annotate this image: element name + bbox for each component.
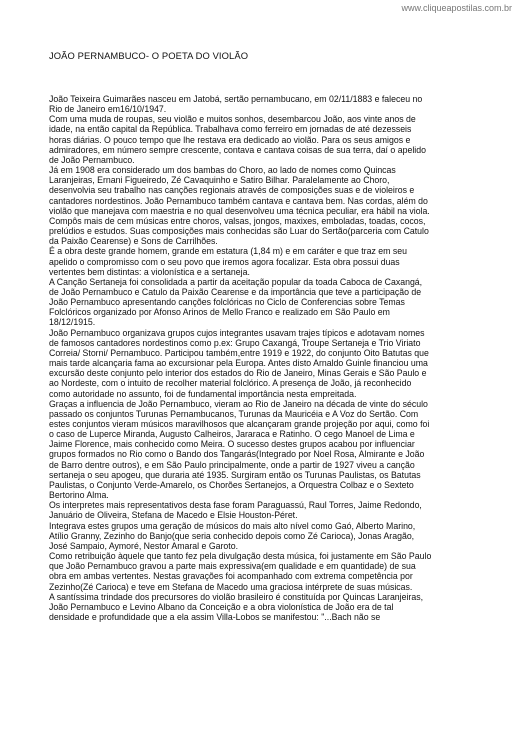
body-line: 18/12/1915. [49,317,96,328]
body-line: o caso de Luperce Miranda, Augusto Calheiros, Jararaca e Ratinho. O cego Manoel de Lima e [49,429,415,440]
body-line: mais tarde alcançaria fama ao excursionar pela Europa. Antes disto Arnaldo Guinle financiou uma [49,358,428,369]
body-line: Como retribuição àquele que tanto fez pela divulgação desta música, foi justamente em São Paulo [49,551,432,562]
body-line: vertentes bem distintas: a violonística e a sertaneja. [49,266,250,277]
body-line: prelúdios e estudos. Suas composições mais conhecidas são Luar do Sertão(parceria com Catulo [49,226,429,237]
body-line: A santíssima trindade dos precursores do violão brasileiro é constituída por Quincas Laranjeiras, [49,591,424,602]
body-line: desenvolvia seu trabalho nas canções regionais através de composições suas e de violeiros e [49,185,415,196]
body-line: da Paixão Cearense) e Sons de Carrilhões. [49,236,218,247]
body-line: apelido o compromisso com o seu povo que iremos agora focalizar. Esta obra possui duas [49,256,400,267]
body-line: Graças a influencia de João Pernambuco, vieram ao Rio de Janeiro na década de vinte do século [49,398,428,409]
document-body [49,94,474,622]
body-line: Zezinho(Zé Carioca) e teve em Stefana de Macedo uma graciosa intérprete de suas músicas. [49,581,413,592]
body-line: cantadores nordestinos. João Pernambuco também cantava e cantava bem. Nas cordas, além do [49,195,428,206]
body-line: de famosos cantadores nordestinos como p.ex: Grupo Caxangá, Troupe Sertaneja e Trio Viriato [49,337,421,348]
body-line: passado os conjuntos Turunas Pernambucanos, Turunas da Mauricéia e A Voz do Sertão. Com [49,408,419,419]
body-line: Compôs mais de cem músicas entre choros, valsas, jongos, maxixes, emboladas, toadas, cocos, [49,215,426,226]
body-line: obra em ambas vertentes. Nestas gravações foi acompanhado com extrema competência por [49,571,413,582]
body-line: É a obra deste grande homem, grande em estatura (1,84 m) e em caráter e que traz em seu [49,246,407,257]
body-line: Laranjeiras, Ernani Figueiredo, Zé Cavaquinho e Satiro Bilhar. Paralelamente ao Choro, [49,175,390,186]
body-line: densidade e profundidade que a ela assim Villa-Lobos se manifestou: "...Bach não se [49,611,381,622]
body-line: Já em 1908 era considerado um dos bambas do Choro, ao lado de nomes como Quincas [49,165,396,176]
body-line: Folclóricos organizado por Afonso Arinos de Mello Franco e realizado em São Paulo em [49,307,390,318]
body-line: Com uma muda de roupas, seu violão e muitos sonhos, desembarcou João, aos vinte anos de [49,114,416,125]
body-line: A Canção Sertaneja foi consolidada a partir da aceitação popular da toada Caboca de Caxangá, [49,276,423,287]
body-line: Os interpretes mais representativos desta fase foram Paraguassú, Raul Torres, Jaime Redondo, [49,500,422,511]
body-line: Paulistas, o Conjunto Verde-Amarelo, os Chorões Sertanejos, a Orquestra Colbaz e o Sexteto [49,479,414,490]
body-line: excursão deste conjunto pelo interior dos estados do Rio de Janeiro, Minas Gerais e São Paulo e [49,368,427,379]
body-line: Januário de Oliveira, Stefana de Macedo e Elsie Houston-Péret. [49,510,298,521]
body-line: de João Pernambuco e Catulo da Paixão Cearense e da importância que teve a participação de [49,286,422,297]
body-line: José Sampaio, Aymoré, Nestor Amaral e Garoto. [49,540,239,551]
body-line: Bertorino Alma. [49,490,109,501]
body-line: Correia/ Storni/ Pernambuco. Participou também,entre 1919 e 1922, do conjunto Oito Batutas que [49,347,429,358]
body-line: Integrava estes grupos uma geração de músicos do mais alto nível como Gaó, Alberto Marino, [49,520,416,531]
body-line: Jaime Florence, mais conhecido como Meira. O sucesso destes grupos acabou por influenciar [49,439,415,450]
document-title: JOÃO PERNAMBUCO- O POETA DO VIOLÃO [49,50,249,61]
body-line: violão que manejava com maestria e no qual desenvolveu uma técnica peculiar, era hábil na viola. [49,205,430,216]
body-line: de Barro dentre outros), e em São Paulo principalmente, onde a partir de 1927 viveu a canção [49,459,415,470]
body-line: estes conjuntos vieram músicos maravilhosos que alcançaram grande projeção por aqui, como foi [49,419,430,429]
body-line: Atílio Granny, Zezinho do Banjo(que seria conhecido depois como Zé Carioca), Jonas Aragão, [49,530,415,541]
body-line: horas diárias. O pouco tempo que lhe restava era dedicado ao violão. Para os seus amigos e [49,134,411,145]
body-line: João Pernambuco apresentando canções folclóricas no Ciclo de Conferencias sobre Temas [49,297,405,308]
body-line: grupos formados no Rio como o Bando dos Tangarás(Integrado por Noel Rosa, Almirante e João [49,449,425,460]
body-line: João Teixeira Guimarães nasceu em Jatobá, sertão pernambucano, em 02/11/1883 e faleceu no [49,94,423,104]
body-line: como autoridade no assunto, foi de fundamental importância nesta empreitada. [49,388,357,399]
body-line: ao Nordeste, com o intuito de recolher material folclórico. A presença de João, já reconhecido [49,378,412,389]
body-line: idade, na então capital da República. Trabalhava como ferreiro em jornadas de até dezesseis [49,124,412,135]
body-line: João Pernambuco organizava grupos cujos integrantes usavam trajes típicos e adotavam nomes [49,327,425,338]
site-watermark: www.cliqueapostilas.com.br [401,3,512,13]
body-line: Rio de Janeiro em16/10/1947. [49,104,167,115]
body-line: João Pernambuco e Levino Albano da Conceição e a obra violonística de João era de tal [49,601,394,612]
body-line: de João Pernambuco. [49,154,135,165]
body-line: sertaneja o seu apogeu, que duraria até 1935. Surgiram então os Turunas Paulistas, os Batutas [49,469,421,480]
body-line: que João Pernambuco gravou a parte mais expressiva(em qualidade e em quantidade) de sua [49,561,416,572]
body-line: admiradores, em número sempre crescente, contava e cantava coisas de sua terra, daí o apelido [49,144,426,155]
